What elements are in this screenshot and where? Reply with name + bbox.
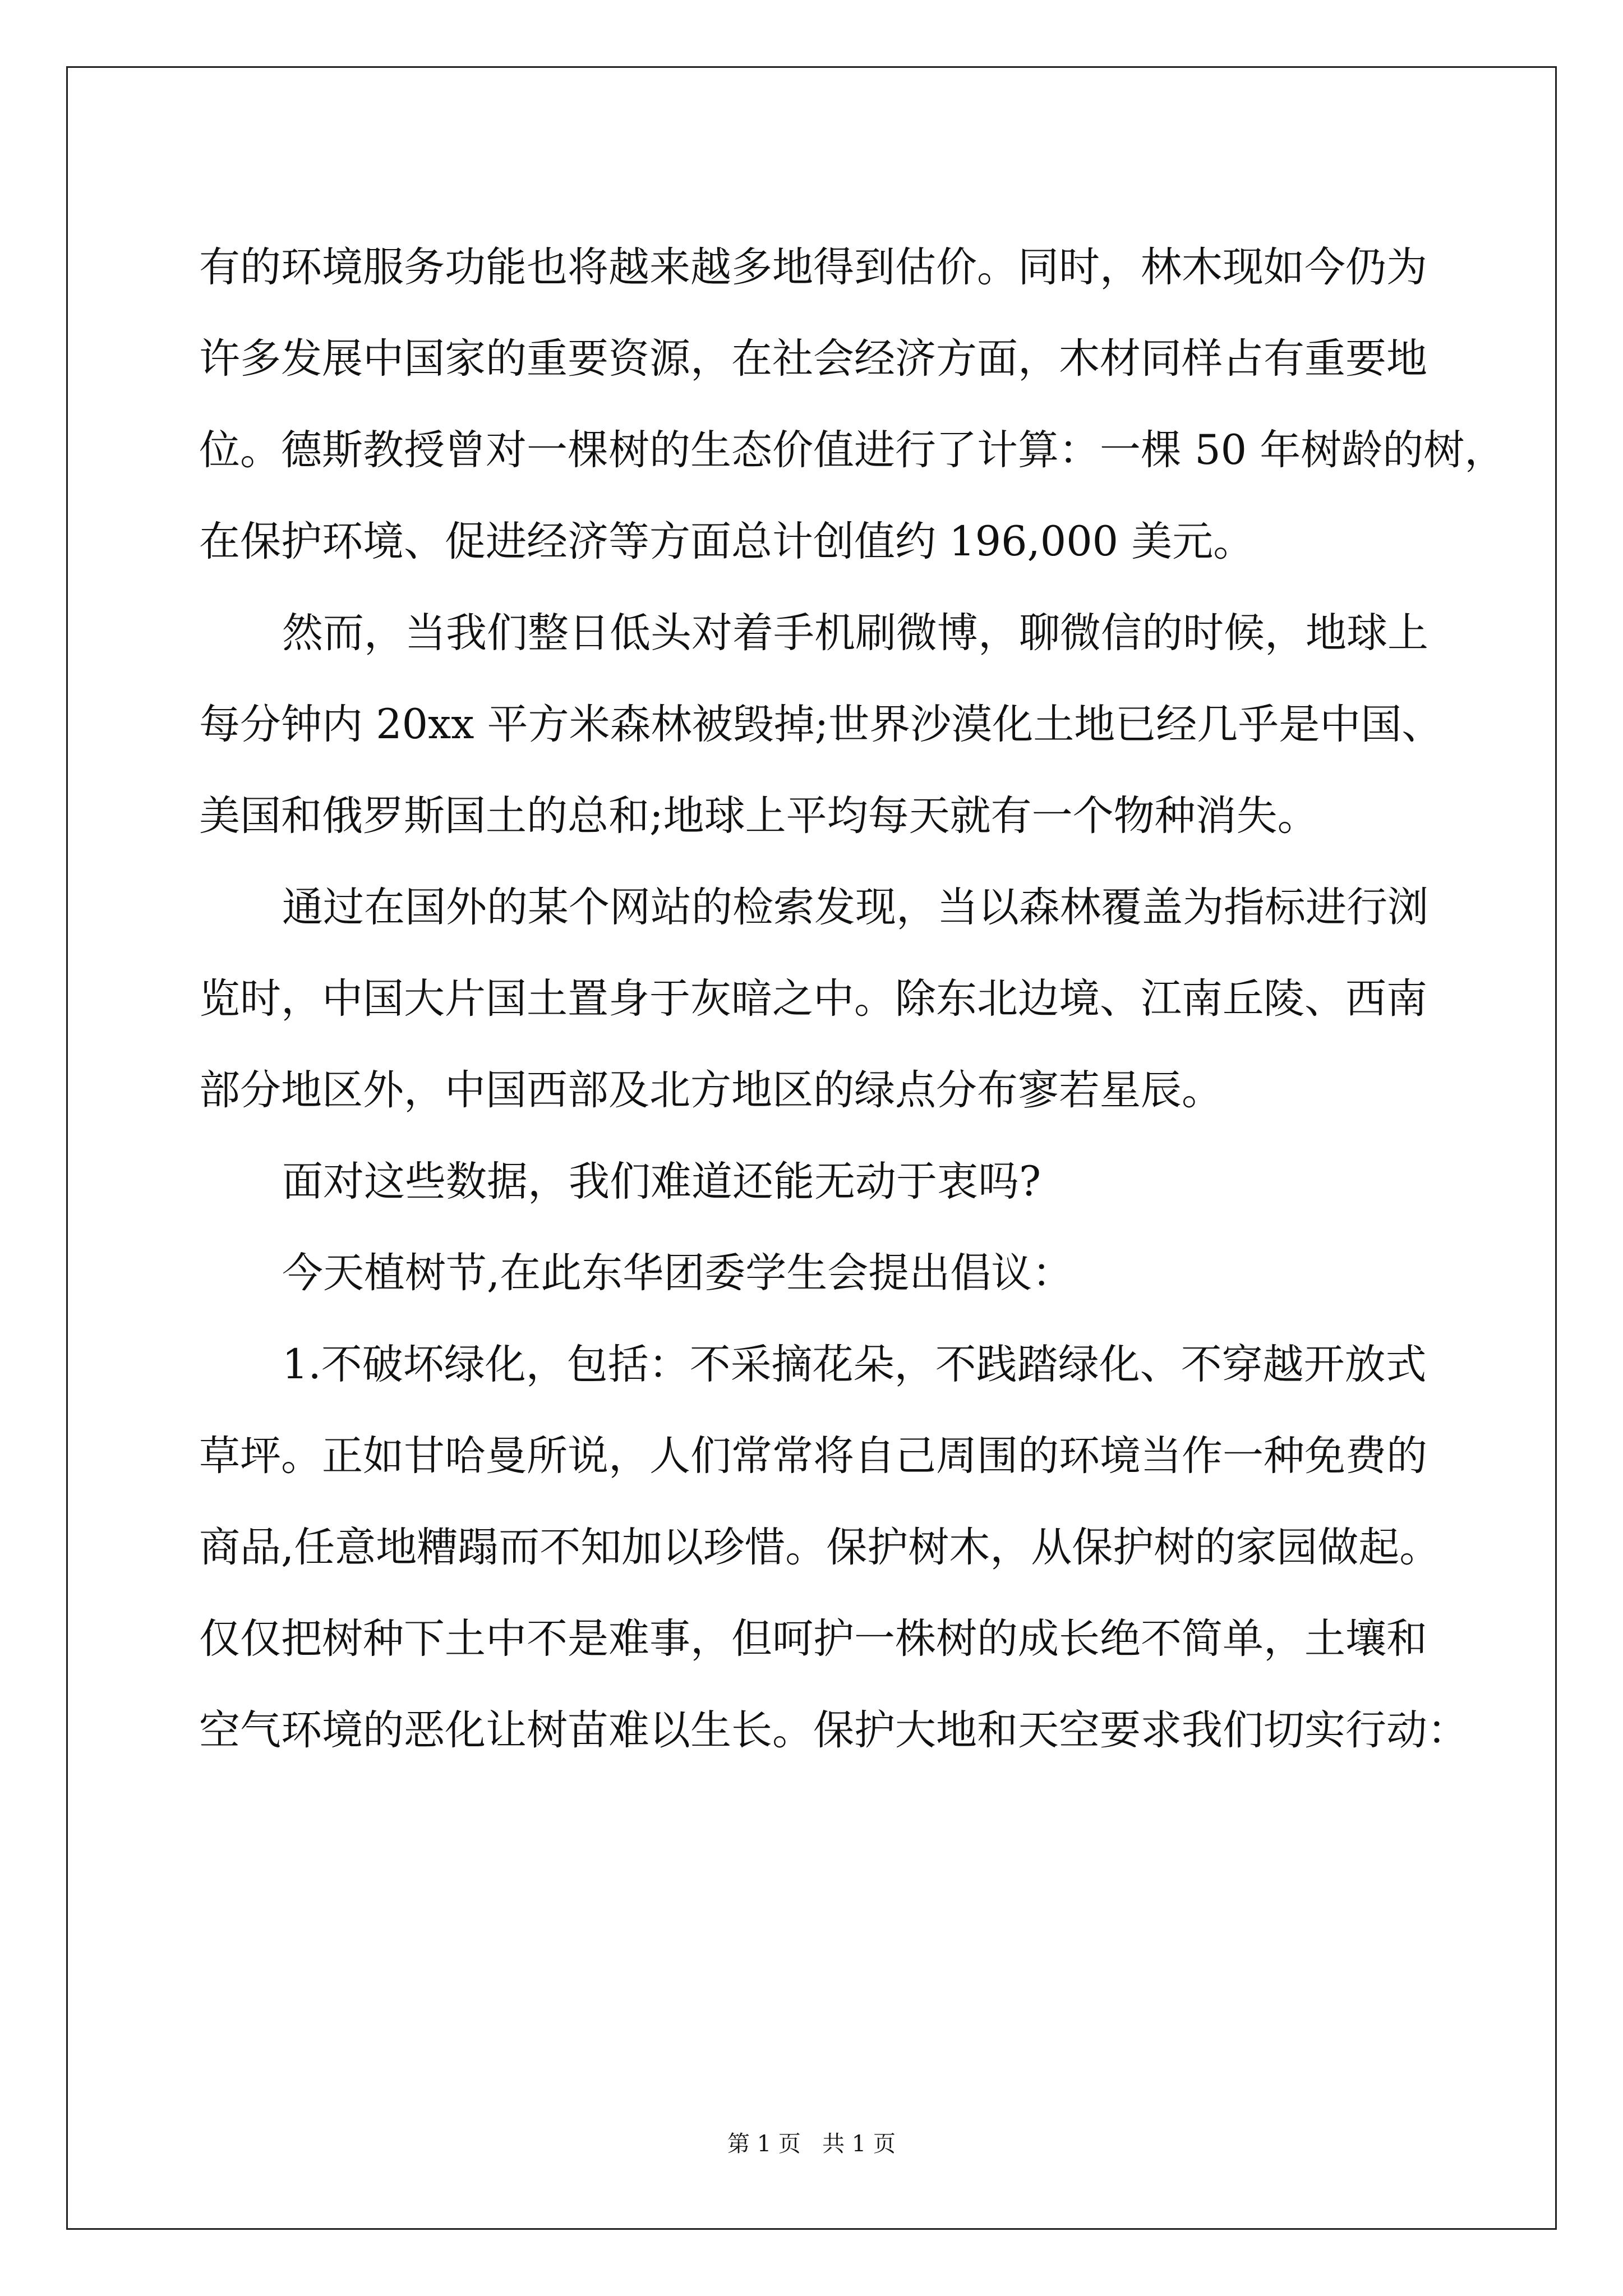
text-line: 商品,任意地糟蹋而不知加以珍惜。保护树木，从保护树的家园做起。 xyxy=(199,1524,1441,1571)
text-line: 有的环境服务功能也将越来越多地得到估价。同时，林木现如今仍为 xyxy=(199,243,1427,291)
text-line: 空气环境的恶化让树苗难以生长。保护大地和天空要求我们切实行动： xyxy=(199,1706,1468,1754)
list-item-line: 1.不破坏绿化，包括：不采摘花朵，不践踏绿化、不穿越开放式 xyxy=(282,1341,1427,1388)
paragraph-start-line: 面对这些数据，我们难道还能无动于衷吗? xyxy=(282,1158,1041,1205)
text-line: 览时，中国大片国土置身于灰暗之中。除东北边境、江南丘陵、西南 xyxy=(199,975,1427,1023)
document-body xyxy=(199,222,1506,1776)
text-line: 每分钟内 20xx 平方米森林被毁掉;世界沙漠化土地已经几乎是中国、 xyxy=(199,701,1443,748)
paragraph-start-line: 今天植树节,在此东华团委学生会提出倡议： xyxy=(282,1249,1073,1297)
paragraph-start-line: 然而，当我们整日低头对着手机刷微博，聊微信的时候，地球上 xyxy=(282,609,1428,657)
page-footer: 第 1 页 共 1 页 xyxy=(727,2131,896,2157)
text-line: 在保护环境、促进经济等方面总计创值约 196,000 美元。 xyxy=(199,518,1255,565)
text-line: 部分地区外，中国西部及北方地区的绿点分布寥若星辰。 xyxy=(199,1066,1223,1114)
text-line: 位。德斯教授曾对一棵树的生态价值进行了计算：一棵 50 年树龄的树， xyxy=(199,426,1506,474)
text-line: 美国和俄罗斯国土的总和;地球上平均每天就有一个物种消失。 xyxy=(199,792,1318,840)
text-line: 许多发展中国家的重要资源，在社会经济方面，木材同样占有重要地 xyxy=(199,335,1427,383)
text-line: 草坪。正如甘哈曼所说，人们常常将自己周围的环境当作一种免费的 xyxy=(199,1432,1427,1480)
paragraph-start-line: 通过在国外的某个网站的检索发现，当以森林覆盖为指标进行浏 xyxy=(282,884,1428,931)
text-line: 仅仅把树种下土中不是难事，但呵护一株树的成长绝不简单，土壤和 xyxy=(199,1615,1427,1663)
